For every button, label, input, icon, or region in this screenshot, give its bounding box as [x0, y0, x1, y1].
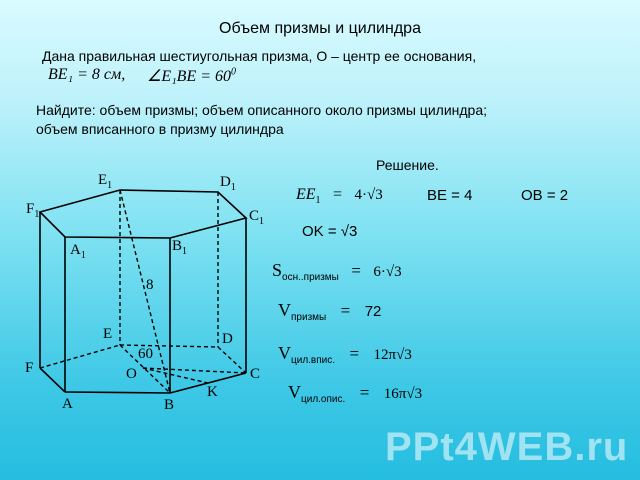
v-circ-sub: цил.опис.	[301, 394, 346, 406]
task-line-2: объем вписанного в призму цилиндра	[36, 121, 284, 137]
s-base-label: S	[272, 260, 283, 280]
v-prism-label: V	[278, 300, 291, 320]
v-insc-eq: =	[349, 344, 360, 363]
page-title: Объем призмы и цилиндра	[219, 20, 421, 37]
label-angle: 60	[138, 346, 153, 362]
v-insc-value: 12π√3	[373, 347, 412, 363]
label-c1: $C_1$	[249, 208, 265, 227]
degree-mark: 0	[231, 66, 237, 78]
ee1-sub: 1	[315, 195, 321, 207]
ee1-eq: =	[333, 186, 343, 203]
label-e1: $E_1$	[98, 172, 113, 191]
edge-dc	[218, 347, 246, 373]
ok-value: OK = √3	[302, 223, 358, 240]
label-edge-length: 8	[146, 277, 154, 293]
v-prism-sub: призмы	[291, 312, 327, 324]
top-hexagon	[40, 190, 246, 238]
label-k: K	[207, 384, 218, 400]
s-base-eq: =	[351, 261, 361, 280]
s-base-sub: осн..призмы	[282, 272, 339, 284]
label-a: A	[62, 396, 73, 412]
label-b: B	[164, 397, 175, 413]
v-prism-value: 72	[364, 303, 382, 320]
edge-ed	[120, 345, 218, 347]
v-circ-eq: =	[359, 383, 370, 402]
watermark: PPt4WEB.ru	[385, 425, 629, 469]
v-circ-label: V	[288, 382, 301, 402]
edge-fa	[40, 368, 65, 392]
v-insc-sub: цил.впис.	[291, 355, 336, 367]
label-f1: $F_1$	[26, 201, 40, 220]
label-c: C	[250, 366, 261, 382]
label-f: F	[25, 360, 34, 376]
given-formula-be1: BE₁ = 8 см,	[48, 66, 126, 83]
angle-text: ∠E₁BE = 60	[147, 68, 232, 85]
v-prism-eq: =	[340, 301, 351, 320]
v-insc-label: V	[278, 343, 291, 363]
s-base-value: 6·√3	[373, 264, 402, 280]
label-a1: $A_1$	[70, 242, 86, 261]
ob-value: OB = 2	[521, 187, 569, 204]
ee1-label: EE	[296, 186, 316, 203]
label-o: O	[126, 366, 137, 382]
given-text: Дана правильная шестиугольная призма, О – центр ее основания,	[42, 48, 477, 64]
be-value: BE = 4	[427, 187, 473, 204]
v-circ-value: 16π√3	[383, 386, 423, 402]
solution-heading: Решение.	[376, 157, 439, 173]
ee1-value: 4·√3	[354, 187, 383, 203]
label-e: E	[103, 326, 113, 342]
label-d1: $D_1$	[220, 174, 236, 193]
task-line-1: Найдите: объем призмы; объем описанного около призмы цилиндра;	[36, 102, 488, 118]
edge-fe	[40, 345, 120, 368]
label-d: D	[222, 331, 233, 347]
edge-ab	[65, 392, 170, 393]
label-b1: $B_1$	[172, 238, 188, 257]
